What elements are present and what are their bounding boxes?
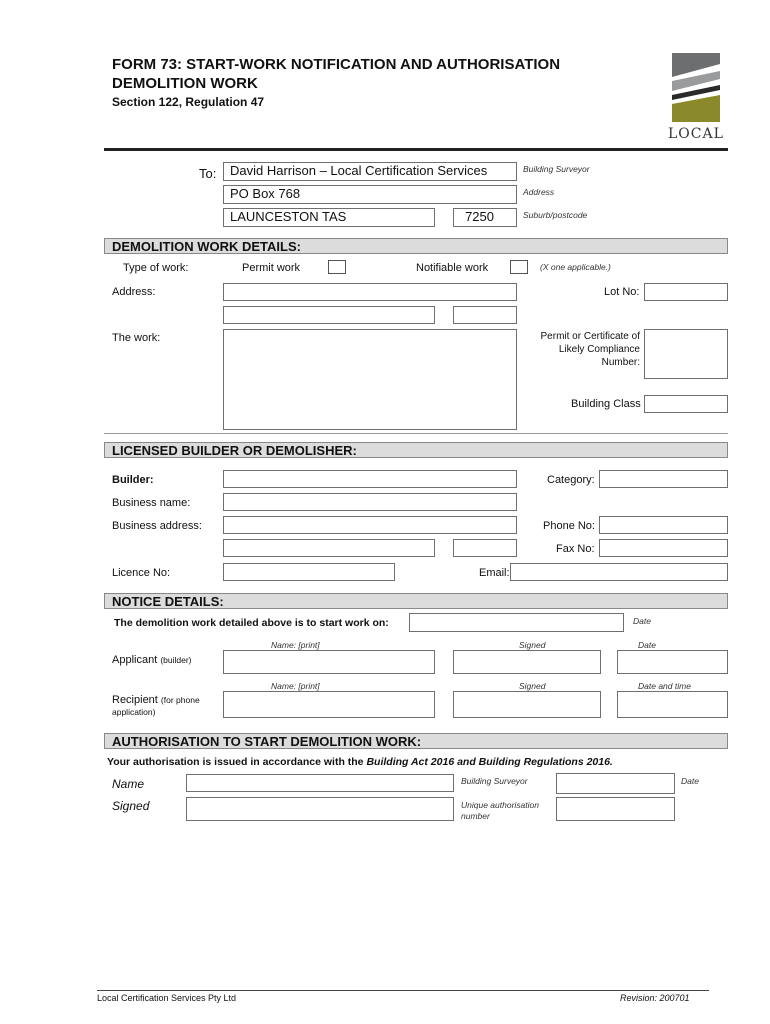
work-address-field[interactable]	[223, 283, 517, 301]
building-class-field[interactable]	[644, 395, 728, 413]
x-one-note: (X one applicable.)	[540, 262, 611, 272]
suburb-field[interactable]: LAUNCESTON TAS	[223, 208, 435, 227]
recipient-sub2: application)	[112, 707, 156, 717]
recipient-name-caption: Name: [print]	[271, 681, 320, 691]
start-date-caption: Date	[633, 616, 651, 626]
type-of-work-label: Type of work:	[123, 262, 189, 274]
address-field[interactable]: PO Box 768	[223, 185, 517, 204]
permit-work-label: Permit work	[242, 262, 301, 274]
surveyor-caption: Building Surveyor	[523, 164, 590, 174]
category-field[interactable]	[599, 470, 728, 488]
auth-statement-prefix: Your authorisation is issued in accordance with the	[107, 756, 367, 768]
auth-statement	[107, 756, 613, 768]
permit-cert-field[interactable]	[644, 329, 728, 379]
business-address-postcode-field[interactable]	[453, 539, 517, 557]
address-caption: Address	[523, 187, 555, 197]
lot-label: Lot No:	[604, 286, 640, 298]
recipient-sub1: (for phone	[160, 695, 200, 705]
notice-heading: NOTICE DETAILS:	[104, 593, 728, 609]
notifiable-work-checkbox[interactable]	[510, 260, 528, 274]
auth-heading: AUTHORISATION TO START DEMOLITION WORK:	[104, 733, 728, 749]
start-date-field[interactable]	[409, 613, 624, 632]
permit-cert-line2: Likely Compliance	[558, 344, 640, 355]
applicant-signed-field[interactable]	[453, 650, 601, 674]
notifiable-work-label: Notifiable work	[416, 262, 489, 274]
auth-date-field[interactable]	[556, 773, 675, 794]
applicant-date-caption: Date	[638, 640, 656, 650]
business-name-label: Business name:	[112, 497, 191, 509]
demolition-heading: DEMOLITION WORK DETAILS:	[104, 238, 728, 254]
applicant-label	[112, 654, 192, 666]
header-divider	[104, 148, 728, 151]
category-label: Category:	[547, 474, 595, 486]
applicant-name-caption: Name: [print]	[271, 640, 320, 650]
footer-revision: Revision: 200701	[620, 993, 690, 1003]
phone-field[interactable]	[599, 516, 728, 534]
applicant-text: Applicant	[112, 654, 158, 666]
recipient-signed-field[interactable]	[453, 691, 601, 718]
form-title	[112, 55, 560, 93]
suburb-caption: Suburb/postcode	[523, 210, 588, 220]
unique-auth-line1: Unique authorisation	[461, 800, 539, 810]
recipient-name-field[interactable]	[223, 691, 435, 718]
applicant-name-field[interactable]	[223, 650, 435, 674]
builder-field[interactable]	[223, 470, 517, 488]
to-label: To:	[199, 166, 217, 181]
permit-cert-label	[520, 330, 640, 369]
recipient-signed-caption: Signed	[519, 681, 546, 691]
licence-field[interactable]	[223, 563, 395, 581]
form-subtitle: Section 122, Regulation 47	[112, 95, 265, 109]
start-work-text: The demolition work detailed above is to start work on:	[114, 617, 389, 629]
business-address-line2-field[interactable]	[223, 539, 435, 557]
form-title-line2: DEMOLITION WORK	[112, 75, 258, 92]
the-work-label: The work:	[112, 332, 161, 344]
builder-heading: LICENSED BUILDER OR DEMOLISHER:	[104, 442, 728, 458]
demolition-bottom-line	[104, 433, 728, 434]
work-address-postcode-field[interactable]	[453, 306, 517, 324]
work-address-line2-field[interactable]	[223, 306, 435, 324]
postcode-field[interactable]: 7250	[453, 208, 517, 227]
work-address-label: Address:	[112, 286, 156, 298]
logo-mark-icon	[668, 50, 724, 125]
auth-name-label: Name	[112, 777, 145, 791]
business-address-label: Business address:	[112, 520, 202, 532]
business-name-field[interactable]	[223, 493, 517, 511]
the-work-field[interactable]	[223, 329, 517, 430]
unique-auth-line2: number	[461, 811, 490, 821]
surveyor-field[interactable]: David Harrison – Local Certification Services	[223, 162, 517, 181]
auth-surveyor-caption: Building Surveyor	[461, 776, 528, 786]
business-address-field[interactable]	[223, 516, 517, 534]
auth-name-field[interactable]	[186, 774, 454, 792]
applicant-sub: (builder)	[160, 655, 192, 665]
auth-signed-field[interactable]	[186, 797, 454, 821]
unique-auth-caption	[461, 800, 539, 822]
permit-cert-line3: Number:	[601, 357, 640, 368]
permit-cert-line1: Permit or Certificate of	[540, 331, 640, 342]
footer-divider	[97, 990, 709, 991]
auth-signed-label: Signed	[112, 799, 150, 813]
applicant-signed-caption: Signed	[519, 640, 546, 650]
auth-statement-acts: Building Act 2016 and Building Regulations 2016.	[366, 756, 613, 768]
recipient-date-time-field[interactable]	[617, 691, 728, 718]
licence-label: Licence No:	[112, 567, 171, 579]
phone-label: Phone No:	[543, 520, 595, 532]
building-class-label: Building Class	[571, 398, 641, 410]
unique-auth-field[interactable]	[556, 797, 675, 821]
auth-date-caption: Date	[681, 776, 699, 786]
fax-label: Fax No:	[556, 543, 595, 555]
form-title-line1: FORM 73: START-WORK NOTIFICATION AND AUTHORISATION	[112, 56, 561, 73]
recipient-label	[112, 694, 200, 718]
permit-work-checkbox[interactable]	[328, 260, 346, 274]
email-field[interactable]	[510, 563, 728, 581]
recipient-date-time-caption: Date and time	[638, 681, 691, 691]
applicant-date-field[interactable]	[617, 650, 728, 674]
lot-field[interactable]	[644, 283, 728, 301]
recipient-text: Recipient	[112, 694, 158, 706]
fax-field[interactable]	[599, 539, 728, 557]
builder-label: Builder:	[112, 474, 154, 486]
footer-company: Local Certification Services Pty Ltd	[97, 993, 237, 1003]
logo-text: LOCAL	[668, 126, 724, 142]
email-label: Email:	[479, 567, 510, 579]
company-logo	[668, 50, 724, 145]
